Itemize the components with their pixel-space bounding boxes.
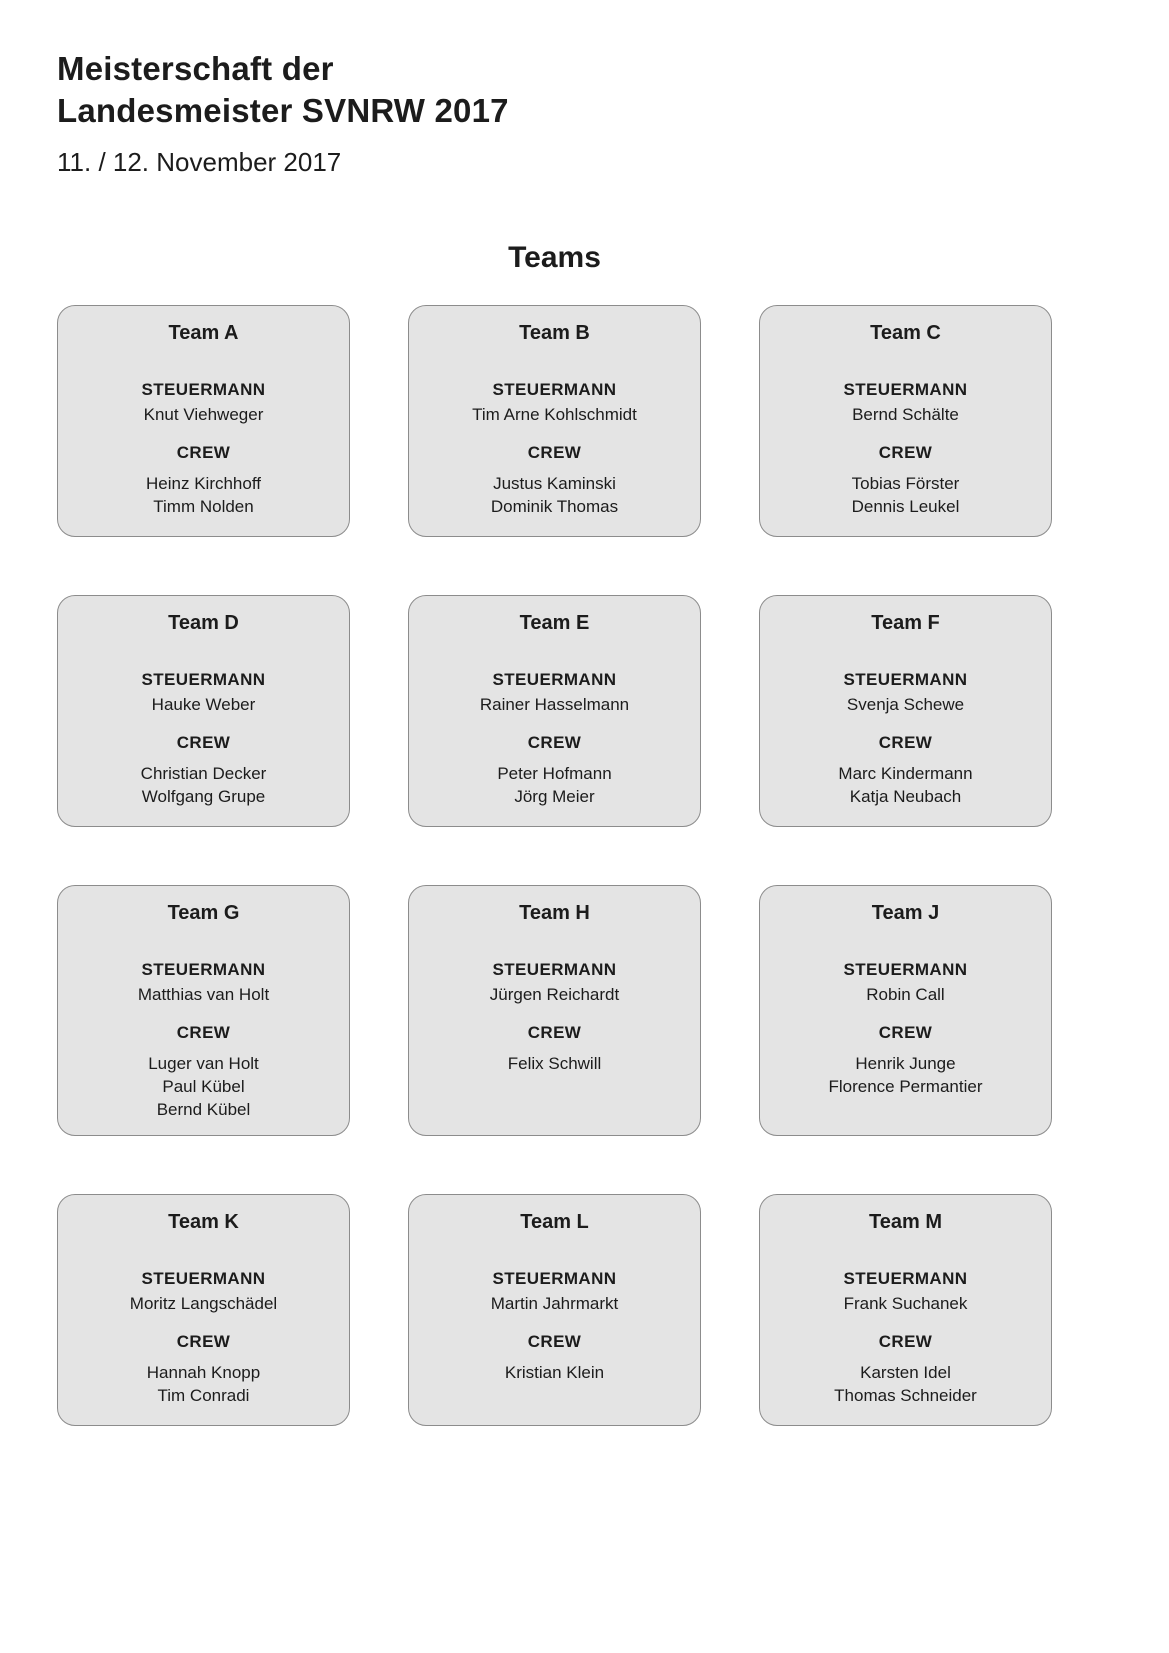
crew-member-name: Katja Neubach — [849, 787, 962, 806]
team-card-title: Team E — [519, 612, 590, 634]
crew-member-name: Jörg Meier — [514, 787, 595, 806]
steuermann-name: Robin Call — [866, 985, 945, 1004]
team-card — [759, 595, 1052, 827]
steuermann-label: STEUERMANN — [843, 380, 968, 399]
crew-member-name: Florence Permantier — [828, 1077, 983, 1096]
team-card-title: Team M — [869, 1211, 942, 1233]
crew-names — [70, 762, 337, 808]
crew-names — [70, 1052, 337, 1121]
team-card-title: Team K — [168, 1211, 239, 1233]
crew-label: CREW — [176, 1023, 231, 1042]
team-card — [408, 305, 701, 537]
team-card-title: Team B — [519, 322, 590, 344]
crew-member-name: Luger van Holt — [148, 1054, 259, 1073]
team-card-title: Team F — [871, 612, 940, 634]
document-title-line-2: Landesmeister SVNRW 2017 — [57, 92, 509, 129]
crew-names — [421, 762, 688, 808]
crew-member-name: Timm Nolden — [153, 497, 254, 516]
steuermann-name: Matthias van Holt — [137, 985, 270, 1004]
crew-label: CREW — [176, 1332, 231, 1351]
team-card — [408, 885, 701, 1136]
crew-member-name: Marc Kindermann — [838, 764, 973, 783]
team-card-title: Team D — [168, 612, 239, 634]
steuermann-label: STEUERMANN — [141, 1269, 266, 1288]
team-card — [57, 1194, 350, 1426]
crew-label: CREW — [878, 443, 933, 462]
crew-member-name: Wolfgang Grupe — [141, 787, 266, 806]
steuermann-label: STEUERMANN — [141, 670, 266, 689]
document-header — [0, 0, 1169, 178]
steuermann-name: Rainer Hasselmann — [479, 695, 630, 714]
event-date: 11. / 12. November 2017 — [57, 147, 342, 177]
steuermann-name: Jürgen Reichardt — [489, 985, 620, 1004]
steuermann-name: Martin Jahrmarkt — [490, 1294, 619, 1313]
team-card — [57, 305, 350, 537]
team-card-title: Team H — [519, 902, 590, 924]
steuermann-label: STEUERMANN — [492, 380, 617, 399]
steuermann-label: STEUERMANN — [492, 670, 617, 689]
team-card — [57, 885, 350, 1136]
crew-names — [772, 1052, 1039, 1098]
steuermann-label: STEUERMANN — [843, 1269, 968, 1288]
crew-label: CREW — [527, 1332, 582, 1351]
crew-member-name: Dominik Thomas — [490, 497, 619, 516]
team-card — [408, 595, 701, 827]
teams-grid — [57, 305, 1169, 1426]
crew-names — [421, 1052, 688, 1075]
crew-label: CREW — [527, 443, 582, 462]
crew-member-name: Dennis Leukel — [851, 497, 960, 516]
team-card-title: Team A — [168, 322, 239, 344]
crew-member-name: Thomas Schneider — [834, 1386, 977, 1405]
crew-member-name: Kristian Klein — [504, 1363, 605, 1382]
teams-section-heading: Teams — [508, 241, 601, 274]
team-card — [57, 595, 350, 827]
crew-member-name: Karsten Idel — [860, 1363, 951, 1382]
crew-member-name: Justus Kaminski — [493, 474, 616, 493]
steuermann-name: Svenja Schewe — [846, 695, 965, 714]
crew-member-name: Felix Schwill — [507, 1054, 602, 1073]
steuermann-name: Moritz Langschädel — [129, 1294, 278, 1313]
steuermann-label: STEUERMANN — [843, 960, 968, 979]
steuermann-label: STEUERMANN — [492, 1269, 617, 1288]
crew-names — [421, 1361, 688, 1384]
steuermann-name: Tim Arne Kohlschmidt — [472, 405, 637, 424]
crew-names — [772, 762, 1039, 808]
document-title-line-1: Meisterschaft der — [57, 50, 334, 87]
team-card-title: Team L — [520, 1211, 589, 1233]
team-card — [759, 1194, 1052, 1426]
steuermann-name: Knut Viehweger — [143, 405, 264, 424]
team-card-title: Team J — [871, 902, 940, 924]
team-card — [759, 885, 1052, 1136]
crew-member-name: Hannah Knopp — [146, 1363, 261, 1382]
steuermann-label: STEUERMANN — [141, 960, 266, 979]
crew-member-name: Peter Hofmann — [497, 764, 612, 783]
crew-label: CREW — [176, 733, 231, 752]
team-card — [408, 1194, 701, 1426]
crew-label: CREW — [878, 1023, 933, 1042]
crew-member-name: Heinz Kirchhoff — [146, 474, 261, 493]
crew-label: CREW — [527, 733, 582, 752]
crew-names — [772, 1361, 1039, 1407]
crew-label: CREW — [176, 443, 231, 462]
crew-label: CREW — [527, 1023, 582, 1042]
team-card — [759, 305, 1052, 537]
crew-member-name: Henrik Junge — [855, 1054, 956, 1073]
steuermann-name: Bernd Schälte — [852, 405, 959, 424]
crew-member-name: Christian Decker — [140, 764, 267, 783]
document-title — [57, 48, 1112, 132]
crew-names — [70, 1361, 337, 1407]
steuermann-label: STEUERMANN — [492, 960, 617, 979]
team-card-title: Team G — [167, 902, 240, 924]
crew-member-name: Bernd Kübel — [156, 1100, 251, 1119]
crew-member-name: Tobias Förster — [851, 474, 960, 493]
team-card-title: Team C — [870, 322, 941, 344]
crew-names — [772, 472, 1039, 518]
steuermann-name: Frank Suchanek — [843, 1294, 968, 1313]
crew-label: CREW — [878, 1332, 933, 1351]
steuermann-label: STEUERMANN — [843, 670, 968, 689]
crew-member-name: Tim Conradi — [157, 1386, 250, 1405]
crew-member-name: Paul Kübel — [162, 1077, 245, 1096]
steuermann-label: STEUERMANN — [141, 380, 266, 399]
crew-names — [70, 472, 337, 518]
crew-names — [421, 472, 688, 518]
crew-label: CREW — [878, 733, 933, 752]
steuermann-name: Hauke Weber — [151, 695, 256, 714]
